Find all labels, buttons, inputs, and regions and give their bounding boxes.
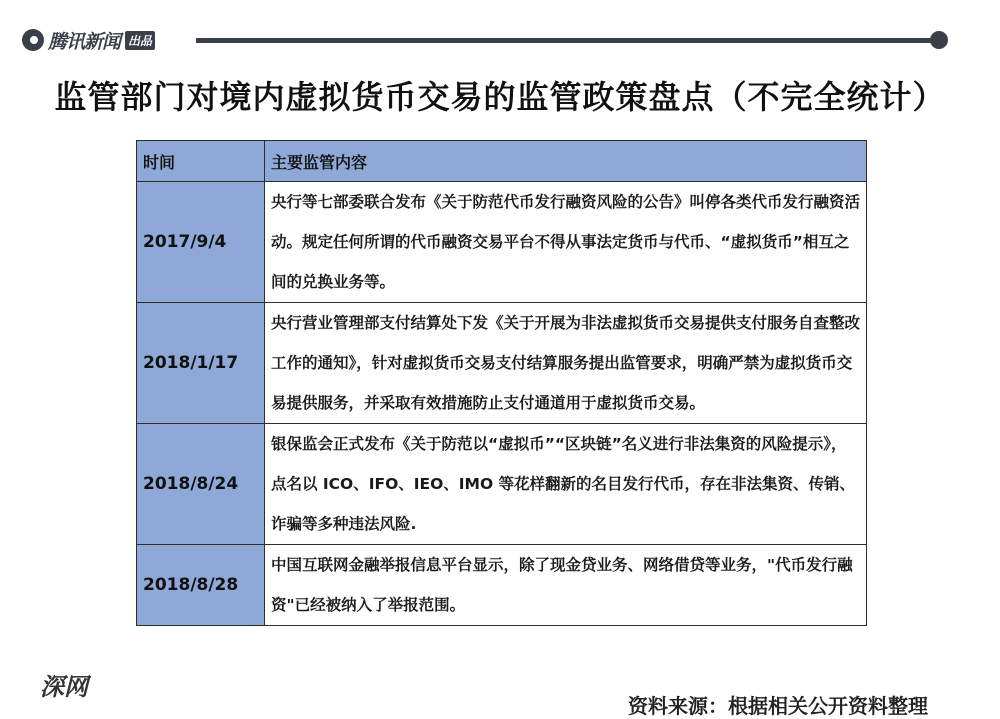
column-header-date: 时间 bbox=[137, 141, 265, 182]
column-header-content: 主要监管内容 bbox=[265, 141, 867, 182]
source-note: 资料来源：根据相关公开资料整理 bbox=[628, 694, 928, 718]
tencent-news-logo bbox=[22, 26, 155, 54]
row-content: 中国互联网金融举报信息平台显示，除了现金贷业务、网络借贷等业务，"代币发行融资"已经被纳入了举报范围。 bbox=[265, 545, 867, 626]
tencent-news-icon bbox=[22, 29, 44, 51]
table-header-row bbox=[137, 141, 867, 182]
row-date: 2018/1/17 bbox=[137, 303, 265, 424]
policy-table bbox=[136, 140, 867, 626]
row-date: 2018/8/28 bbox=[137, 545, 265, 626]
page-title: 监管部门对境内虚拟货币交易的监管政策盘点（不完全统计） bbox=[54, 78, 946, 116]
row-content: 央行营业管理部支付结算处下发《关于开展为非法虚拟货币交易提供支付服务自查整改工作的通知》，针对虚拟货币交易支付结算服务提出监管要求，明确严禁为虚拟货币交易提供服务，并采取有效措施防止支付通道用于虚拟货币交易。 bbox=[265, 303, 867, 424]
row-date: 2017/9/4 bbox=[137, 182, 265, 303]
brand-badge: 出品 bbox=[125, 31, 155, 50]
row-date: 2018/8/24 bbox=[137, 424, 265, 545]
row-content: 银保监会正式发布《关于防范以“虚拟币”“区块链”名义进行非法集资的风险提示》，点名以 ICO、IFO、IEO、IMO 等花样翻新的名目发行代币，存在非法集资、传销、诈骗等多种违法风险. bbox=[265, 424, 867, 545]
shenwang-logo-text: 深网 bbox=[40, 672, 88, 701]
table-row bbox=[137, 182, 867, 303]
brand-name: 腾讯新闻 bbox=[48, 30, 121, 53]
shenwang-logo bbox=[40, 670, 112, 702]
table-row bbox=[137, 424, 867, 545]
table-row bbox=[137, 303, 867, 424]
row-content: 央行等七部委联合发布《关于防范代币发行融资风险的公告》叫停各类代币发行融资活动。规定任何所谓的代币融资交易平台不得从事法定货币与代币、“虚拟货币”相互之间的兑换业务等。 bbox=[265, 182, 867, 303]
header-divider-line bbox=[196, 38, 934, 43]
table-row bbox=[137, 545, 867, 626]
header-divider-dot bbox=[930, 31, 948, 49]
